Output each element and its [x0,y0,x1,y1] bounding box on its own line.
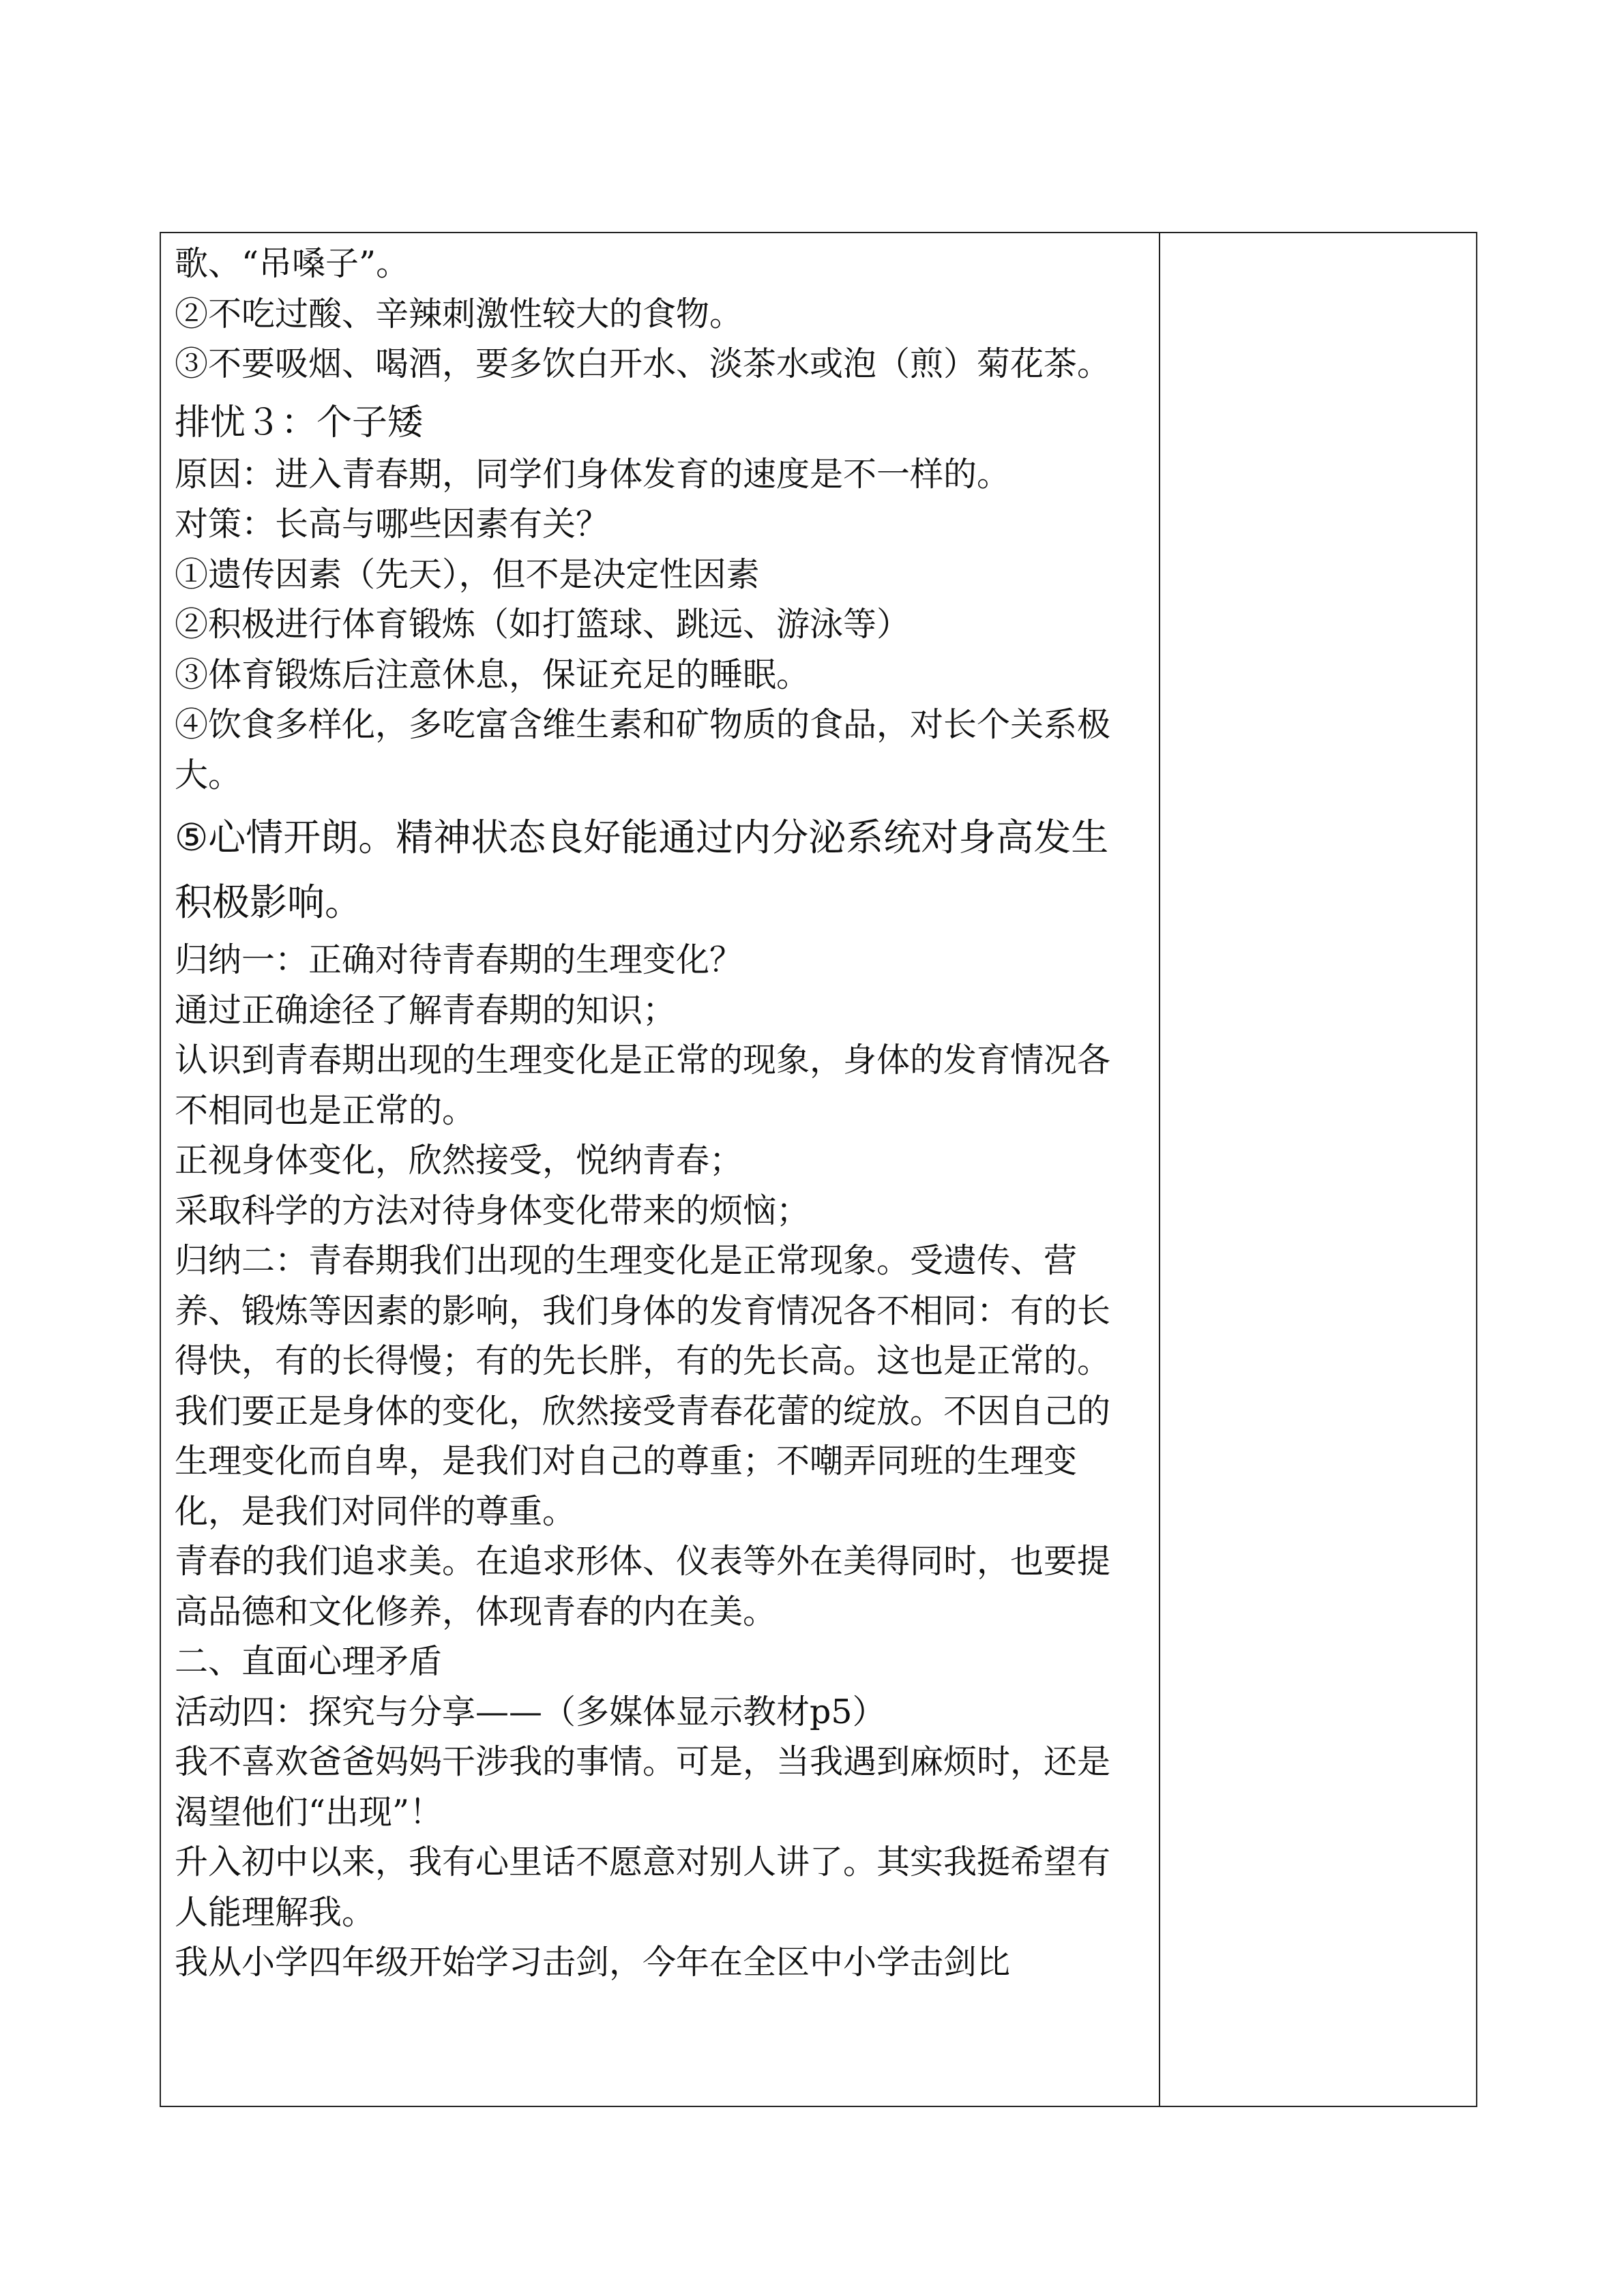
line-19: 二、直面心理矛盾 [175,1642,443,1681]
line-16: 采取科学的方法对待身体变化带来的烦恼； [175,1191,810,1230]
line-18: 青春的我们追求美。在追求形体、仪表等外在美得同时，也要提高品德和文化修养，体现青春的内在美。 [175,1542,1111,1631]
line-17: 归纳二：青春期我们出现的生理变化是正常现象。受遗传、营养、锻炼等因素的影响，我们身体的发育情况各不相同：有的长得快，有的长得慢；有的先长胖，有的先长高。这也是正常的。我们要正是身体的变化，欣然接受青春花蕾的绽放。不因自己的生理变化而自卑，是我们对自己的尊重；不嘲弄同班的生理变化，是我们对同伴的尊重。 [175,1241,1111,1531]
line-5: 原因：进入青春期，同学们身体发育的速度是不一样的。 [175,454,1011,494]
section-heading: 排忧３：个子矮 [175,402,424,443]
emphasis-paragraph: ⑤心情开朗。精神状态良好能通过内分泌系统对身高发生积极影响。 [175,816,1109,924]
line-2: ②不吃过酸、辛辣刺激性较大的食物。 [175,294,743,333]
line-1: 歌、“吊嗓子”。 [175,244,410,283]
line-21: 我不喜欢爸爸妈妈干涉我的事情。可是，当我遇到麻烦时，还是渴望他们“出现”！ [175,1742,1111,1832]
main-content-cell [160,233,1160,2106]
line-20: 活动四：探究与分享——（多媒体显示教材p5） [175,1692,886,1731]
lesson-plan-table [160,232,1477,2107]
line-23: 我从小学四年级开始学习击剑，今年在全区中小学击剑比 [175,1943,1011,1982]
line-8: ②积极进行体育锻炼（如打篮球、跳远、游泳等） [175,605,911,644]
notes-cell [1160,233,1477,2106]
line-3: ③不要吸烟、喝酒，要多饮白开水、淡茶水或泡（煎）菊花茶。 [175,344,1111,383]
line-12: 归纳一：正确对待青春期的生理变化？ [175,940,743,979]
line-14: 认识到青春期出现的生理变化是正常的现象，身体的发育情况各不相同也是正常的。 [175,1041,1111,1130]
line-13: 通过正确途径了解青春期的知识； [175,990,677,1030]
line-7: ①遗传因素（先天），但不是决定性因素 [175,554,760,594]
line-6: 对策：长高与哪些因素有关？ [175,505,610,543]
line-15: 正视身体变化，欣然接受，悦纳青春； [175,1141,743,1180]
line-10: ④饮食多样化，多吃富含维生素和矿物质的食品，对长个关系极大。 [175,705,1111,794]
line-9: ③体育锻炼后注意休息，保证充足的睡眠。 [175,655,810,694]
line-22: 升入初中以来，我有心里话不愿意对别人讲了。其实我挺希望有人能理解我。 [175,1843,1111,1932]
lesson-text [161,233,1159,1988]
table-row [160,233,1477,2106]
